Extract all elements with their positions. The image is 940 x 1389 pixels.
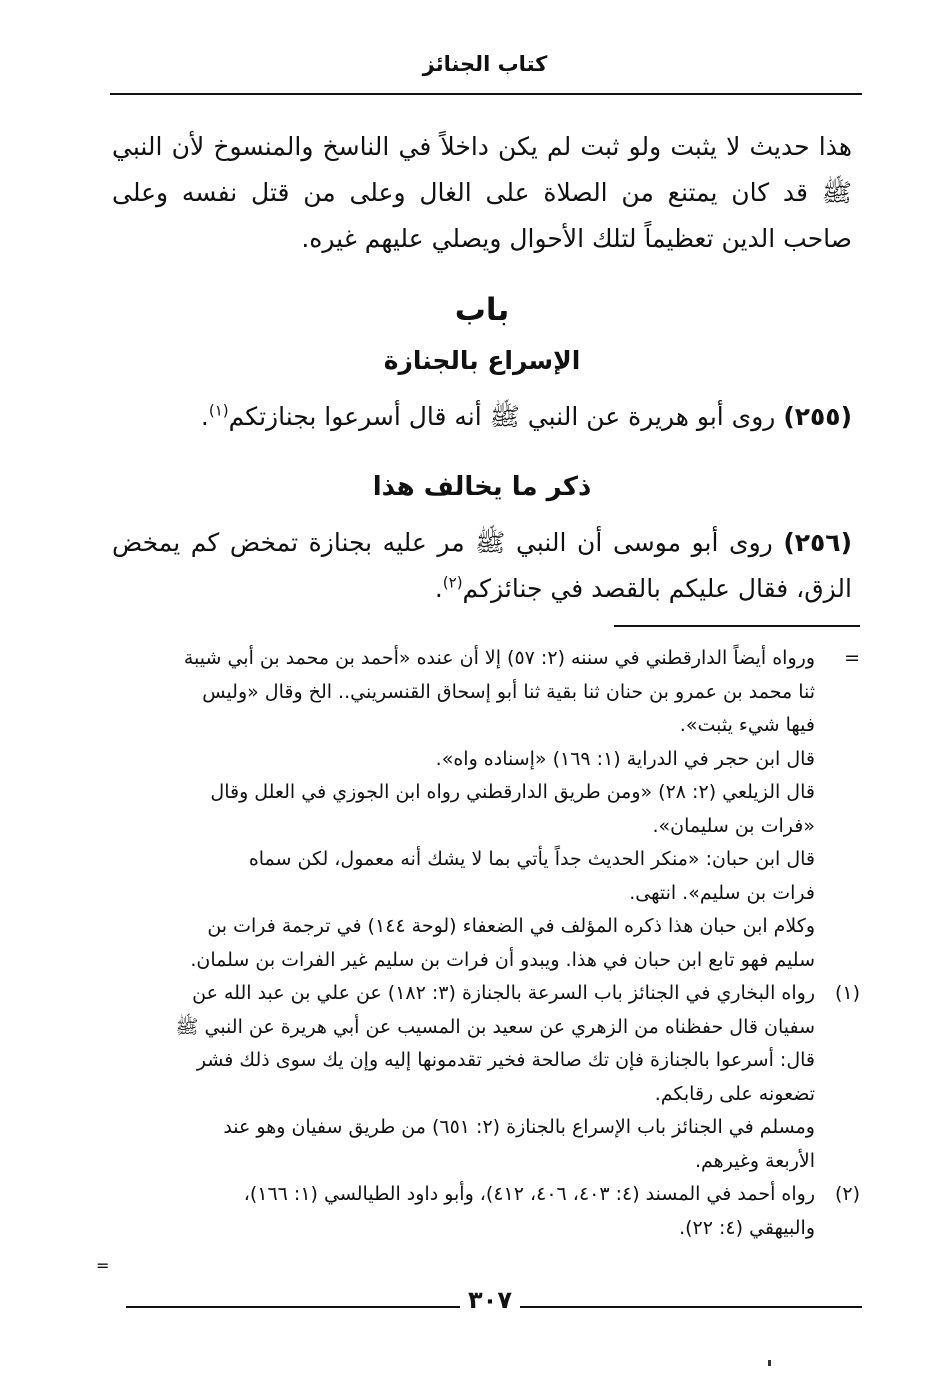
footnote-mark: (٢)	[834, 1183, 860, 1205]
page-footer	[110, 1286, 862, 1326]
footnote-line: ومسلم في الجنائز باب الإسراع بالجنازة (٢: ٦٥١) من طريق سفيان وهو عند	[223, 1116, 815, 1138]
hadith-end: .	[200, 402, 209, 431]
hadith-number: (٢٥٥)	[783, 402, 852, 431]
footnote-line: قال ابن حجر في الدراية (١: ١٦٩) «إسناده واه».	[435, 747, 815, 770]
footnote-line: رواه أحمد في المسند (٤: ٤٠٣، ٤٠٦، ٤١٢)، وأبو داود الطيالسي (١: ١٦٦)،	[243, 1183, 815, 1205]
footnote-ref[interactable]: (١)	[208, 401, 229, 420]
intro-paragraph: هذا حديث لا يثبت ولو ثبت لم يكن داخلاً في الناسخ والمنسوخ لأن النبي ﷺ قد كان يمتنع من الصلاة على الغال وعلى من قتل نفسه وعلى صاحب الدين تعظيماً لتلك الأحوال ويصلي عليهم غيره.	[112, 132, 852, 253]
hadith-text: روى أبو هريرة عن النبي ﷺ أنه قال أسرعوا بجنازتكم	[228, 402, 776, 431]
footer-rule-left	[126, 1306, 460, 1308]
footnote-line: فيها شيء يثبت».	[679, 714, 815, 736]
footnote-line: تضعونه على رقابكم.	[654, 1082, 815, 1105]
footnotes	[112, 642, 860, 1245]
chapter-title: الإسراع بالجنازة	[383, 346, 581, 375]
footer-rule-right	[520, 1306, 862, 1308]
footnote-ref[interactable]: (٢)	[442, 573, 463, 592]
header-rule	[110, 93, 862, 95]
footnote-line: الأربعة وغيرهم.	[694, 1149, 815, 1172]
hadith-end: .	[434, 574, 443, 603]
footnote-2	[112, 1178, 860, 1245]
hadith-number: (٢٥٦)	[783, 528, 852, 557]
footnote-mark: (١)	[834, 982, 860, 1004]
footnote-line: «فرات بن سليمان».	[652, 814, 815, 837]
footnote-line: سليم فهو تابع ابن حبان في هذا. ويبدو أن فرات بن سليم غير الفرات بن سلمان.	[190, 948, 815, 971]
section-title: ذكر ما يخالف هذا	[372, 472, 592, 502]
footnote-line: سفيان قال حفظناه من الزهري عن سعيد بن المسيب عن أبي هريرة عن النبي ﷺ	[175, 1015, 815, 1038]
chapter-label: باب	[454, 292, 510, 328]
footnote-line: والبيهقي (٤: ٢٢).	[679, 1216, 815, 1239]
footnote-continuation	[112, 642, 860, 977]
continuation-mark: =	[96, 1256, 110, 1275]
running-title: كتاب الجنائز	[422, 52, 548, 76]
hadith-256	[112, 520, 852, 612]
print-speck	[768, 1360, 771, 1366]
footnote-body	[112, 642, 815, 977]
footnote-line: ورواه أيضاً الدارقطني في سننه (٢: ٥٧) إلا أن عنده «أحمد بن محمد بن أبي شيبة	[183, 647, 815, 669]
footnote-mark: =	[844, 647, 860, 669]
hadith-255	[112, 394, 852, 440]
footnote-body	[112, 977, 815, 1178]
footnote-line: قال ابن حبان: «منكر الحديث جداً يأتي بما لا يشك أنه معمول، لكن سماه	[248, 848, 815, 870]
footnote-line: فرات بن سليم». انتهى.	[629, 881, 815, 904]
hadith-text: روى أبو موسى أن النبي ﷺ مر عليه بجنازة تمخض كم يمخض الزق، فقال عليكم بالقصد في جنائزكم	[112, 528, 852, 603]
footnote-line: وكلام ابن حبان هذا ذكره المؤلف في الضعفاء (لوحة ١٤٤) في ترجمة فرات بن	[207, 915, 815, 937]
footnote-line: قال: أسرعوا بالجنازة فإن تك صالحة فخير تقدمونها إليه وإن يك سوى ذلك فشر	[196, 1049, 815, 1071]
footnote-rule	[614, 625, 860, 627]
footnote-1	[112, 977, 860, 1178]
footnote-line: ثنا محمد بن عمرو بن حنان ثنا بقية ثنا أبو إسحاق القنسريني.. الخ وقال «وليس	[202, 680, 815, 703]
footnote-line: قال الزيلعي (٢: ٢٨) «ومن طريق الدارقطني رواه ابن الجوزي في العلل وقال	[210, 781, 815, 803]
page-number: ٣٠٧	[468, 1286, 512, 1314]
footnote-line: رواه البخاري في الجنائز باب السرعة بالجنازة (٣: ١٨٢) عن علي بن عبد الله عن	[192, 982, 815, 1004]
footnote-body	[112, 1178, 815, 1245]
